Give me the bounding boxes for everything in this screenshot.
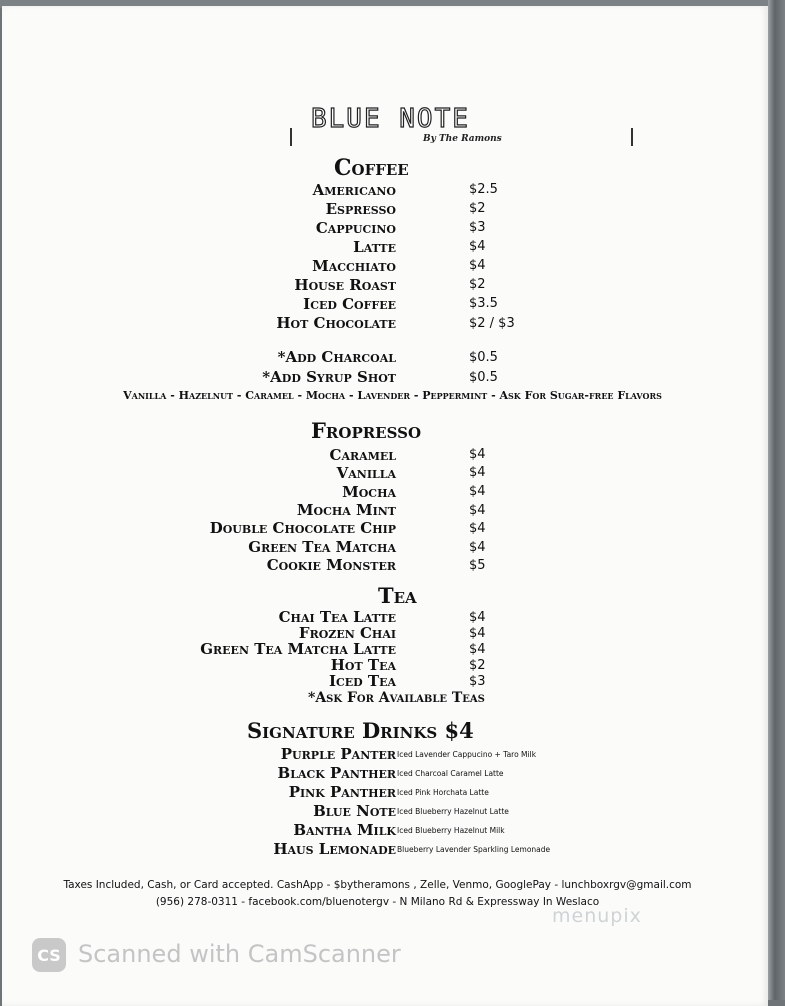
- signature-item-name: Bantha Milk: [293, 821, 396, 839]
- fropresso-item-price: $4: [469, 503, 486, 518]
- tea-item-name: Green Tea Matcha Latte: [200, 640, 396, 658]
- fropresso-heading: Fropresso: [311, 418, 422, 443]
- syrup-flavors: Vanilla - Hazelnut - Caramel - Mocha - Lavender - Peppermint - Ask For Sugar-free Flavors: [123, 389, 662, 402]
- tea-item-name: Iced Tea: [329, 672, 396, 690]
- signature-item-name: Haus Lemonade: [273, 840, 396, 858]
- footer-contact-line: (956) 278-0311 - facebook.com/bluenotergv - N Milano Rd & Expressway In Weslaco: [155, 896, 600, 908]
- coffee-item-price: $2 / $3: [469, 316, 515, 331]
- tea-item-name: Hot Tea: [330, 656, 396, 674]
- coffee-item-name: Latte: [353, 238, 396, 256]
- coffee-heading: Coffee: [334, 155, 409, 181]
- tea-item-price: $4: [469, 642, 486, 657]
- signature-item-desc: Iced Pink Horchata Latte: [397, 788, 489, 797]
- fropresso-item-price: $4: [469, 540, 486, 555]
- coffee-item-price: $4: [469, 239, 486, 254]
- logo-bar-right: [631, 128, 633, 146]
- tea-item-name: Chai Tea Latte: [278, 608, 396, 626]
- coffee-item-price: $2: [469, 277, 486, 292]
- signature-item-name: Black Panther: [277, 764, 396, 782]
- coffee-item-name: Cappucino: [315, 219, 396, 237]
- fropresso-item-name: Vanilla: [336, 464, 396, 482]
- coffee-item-price: $2: [469, 201, 486, 216]
- menupix-watermark: menupix: [552, 905, 642, 927]
- tea-item-price: $3: [469, 674, 486, 689]
- fropresso-item-name: Double Chocolate Chip: [209, 519, 396, 537]
- signature-heading: Signature Drinks $4: [247, 718, 474, 743]
- coffee-addon-price: $0.5: [469, 370, 498, 385]
- tea-item-price: $4: [469, 610, 486, 625]
- tea-item-price: $4: [469, 626, 486, 641]
- fropresso-item-name: Mocha Mint: [296, 501, 396, 519]
- tea-item-price: $2: [469, 658, 486, 673]
- camscanner-logo-icon: CS: [32, 938, 66, 972]
- coffee-addon-name: *Add Charcoal: [277, 348, 396, 366]
- fropresso-item-price: $4: [469, 465, 486, 480]
- coffee-item-name: Iced Coffee: [303, 295, 396, 313]
- signature-item-desc: Iced Blueberry Hazelnut Latte: [397, 807, 509, 816]
- coffee-item-name: Hot Chocolate: [276, 314, 396, 332]
- signature-item-desc: Iced Blueberry Hazelnut Milk: [397, 826, 505, 835]
- tea-heading: Tea: [378, 583, 417, 608]
- signature-item-name: Purple Panter: [280, 745, 396, 763]
- coffee-item-price: $3.5: [469, 296, 498, 311]
- signature-item-name: Blue Note: [313, 802, 396, 820]
- coffee-addon-name: *Add Syrup Shot: [262, 368, 396, 386]
- background-edge-right: [768, 0, 785, 1000]
- fropresso-item-price: $4: [469, 484, 486, 499]
- footer-payment-line: Taxes Included, Cash, or Card accepted. CashApp - $bytheramons , Zelle, Venmo, GooglePay - lunchboxrgv@gmail.com: [63, 879, 692, 891]
- coffee-item-price: $3: [469, 220, 486, 235]
- coffee-item-name: House Roast: [294, 276, 396, 294]
- tea-note: *Ask For Available Teas: [308, 690, 485, 706]
- coffee-item-name: Macchiato: [312, 257, 396, 275]
- brand-logo: BLUE NOTE: [311, 104, 470, 134]
- fropresso-item-price: $4: [469, 447, 486, 462]
- coffee-item-price: $2.5: [469, 182, 498, 197]
- tea-item-name: Frozen Chai: [298, 624, 396, 642]
- fropresso-item-name: Caramel: [329, 446, 396, 464]
- fropresso-item-price: $4: [469, 521, 486, 536]
- camscanner-label: Scanned with CamScanner: [78, 940, 401, 968]
- fropresso-item-name: Green Tea Matcha: [248, 538, 396, 556]
- signature-item-desc: Iced Charcoal Caramel Latte: [397, 769, 504, 778]
- coffee-item-name: Espresso: [325, 200, 396, 218]
- signature-item-desc: Blueberry Lavender Sparkling Lemonade: [397, 845, 551, 854]
- signature-item-desc: Iced Lavender Cappucino + Taro Milk: [397, 750, 537, 759]
- fropresso-item-name: Mocha: [342, 483, 396, 501]
- coffee-item-name: Americano: [312, 181, 396, 199]
- coffee-item-price: $4: [469, 258, 486, 273]
- fropresso-item-name: Cookie Monster: [266, 556, 396, 574]
- coffee-addon-price: $0.5: [469, 350, 498, 365]
- fropresso-item-price: $5: [469, 558, 486, 573]
- brand-tagline: By The Ramons: [423, 134, 502, 144]
- logo-bar-left: [290, 128, 292, 146]
- signature-item-name: Pink Panther: [288, 783, 396, 801]
